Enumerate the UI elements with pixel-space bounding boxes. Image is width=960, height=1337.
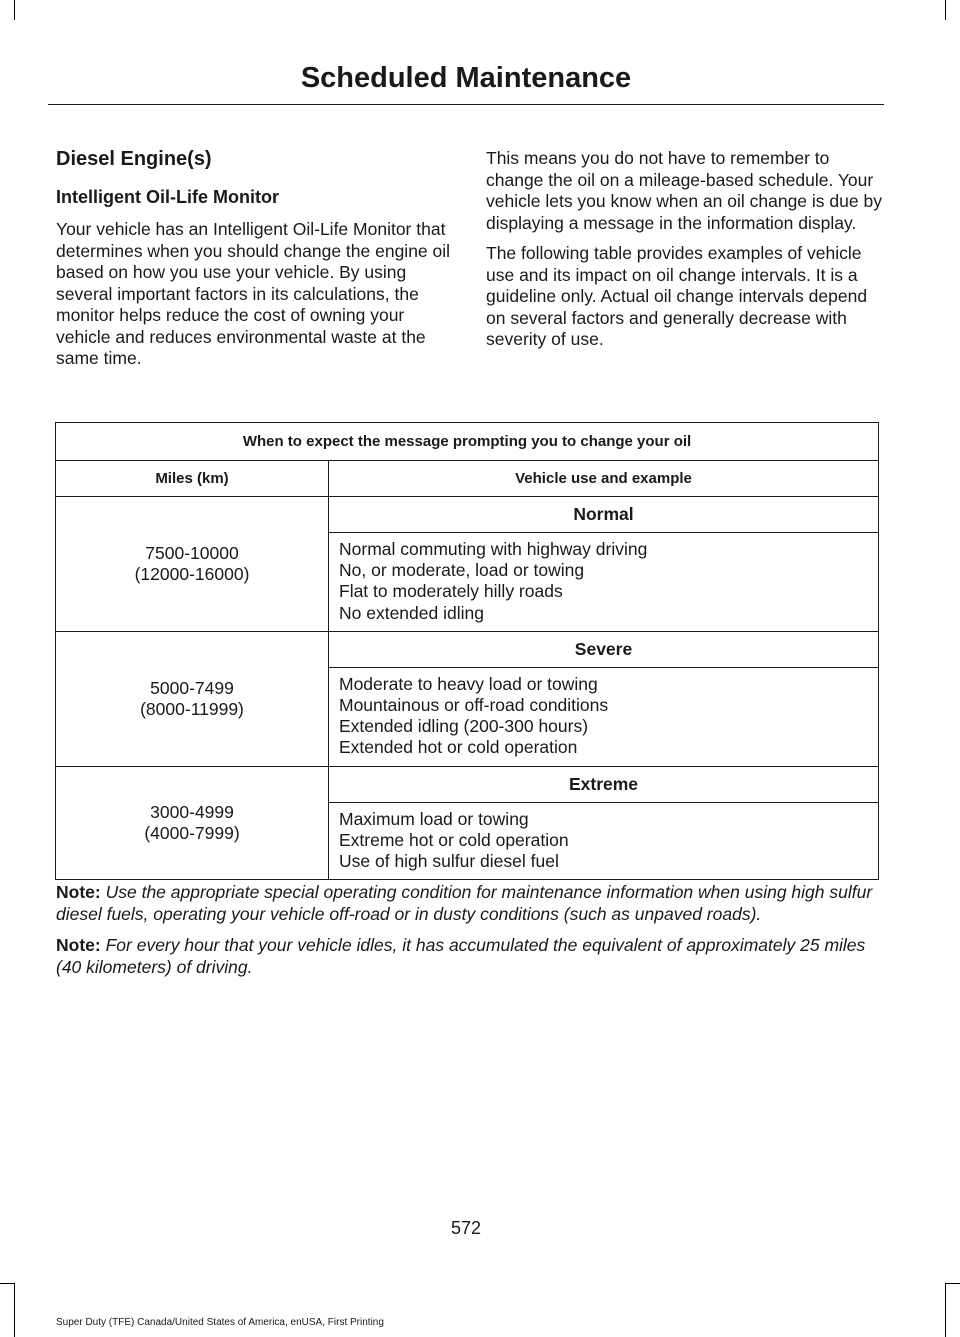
description-severe: Moderate to heavy load or towing Mountainous or off-road conditions Extended idling (200-300 hours) Extended hot or cold operation (329, 667, 879, 766)
left-column (56, 146, 452, 379)
miles-cell-normal: 7500-10000 (12000-16000) (56, 497, 329, 632)
note-idle-equivalent: Note: For every hour that your vehicle idles, it has accumulated the equivalent of approximately 25 miles (40 kilometers) of driving. (56, 935, 866, 977)
category-severe: Severe (329, 631, 879, 667)
miles-cell-severe: 5000-7499 (8000-11999) (56, 631, 329, 766)
column-header-use: Vehicle use and example (329, 461, 879, 497)
right-column (486, 146, 882, 360)
oil-change-table (55, 422, 879, 880)
page-title: Scheduled Maintenance (300, 62, 632, 94)
intro-paragraph: Your vehicle has an Intelligent Oil-Life Monitor that determines when you should change the engine oil based on how you use your vehicle. By using several important factors in its calculations, the monitor helps reduce the cost of owning your vehicle and reduces environmental waste at the same time. (56, 219, 451, 368)
page-number: 572 (450, 1218, 482, 1238)
description-extreme: Maximum load or towing Extreme hot or cold operation Use of high sulfur diesel fuel (329, 802, 879, 880)
crop-mark-top-left-v (14, 0, 15, 20)
section-heading: Diesel Engine(s) (56, 148, 212, 170)
column-header-miles: Miles (km) (56, 461, 329, 497)
category-normal: Normal (329, 497, 879, 533)
miles-cell-extreme: 3000-4999 (4000-7999) (56, 766, 329, 880)
crop-mark-bottom-right-h (945, 1283, 960, 1284)
category-extreme: Extreme (329, 766, 879, 802)
table-caption: When to expect the message prompting you to change your oil (56, 423, 879, 461)
notes (56, 882, 886, 988)
crop-mark-bottom-left-v (14, 1283, 15, 1337)
note-high-sulfur: Note: Use the appropriate special operating condition for maintenance information when using high sulfur diesel fuels, operating your vehicle off-road or in dusty conditions (such as unpaved roads). (56, 882, 873, 924)
paragraph-table-intro: The following table provides examples of vehicle use and its impact on oil change intervals. It is a guideline only. Actual oil change intervals depend on several factors and generally decrease with severity of use. (486, 243, 868, 349)
header-divider (48, 104, 884, 105)
subsection-heading: Intelligent Oil-Life Monitor (56, 187, 279, 207)
description-normal: Normal commuting with highway driving No, or moderate, load or towing Flat to moderately hilly roads No extended idling (329, 533, 879, 632)
crop-mark-bottom-left-h (0, 1283, 14, 1284)
crop-mark-top-right-v (945, 0, 946, 20)
paragraph-reminder: This means you do not have to remember to change the oil on a mileage-based schedule. Your vehicle lets you know when an oil change is due by displaying a message in the information display. (486, 148, 882, 233)
footer-edition: Super Duty (TFE) Canada/United States of America, enUSA, First Printing (56, 1317, 384, 1328)
crop-mark-bottom-right-v (945, 1283, 946, 1337)
